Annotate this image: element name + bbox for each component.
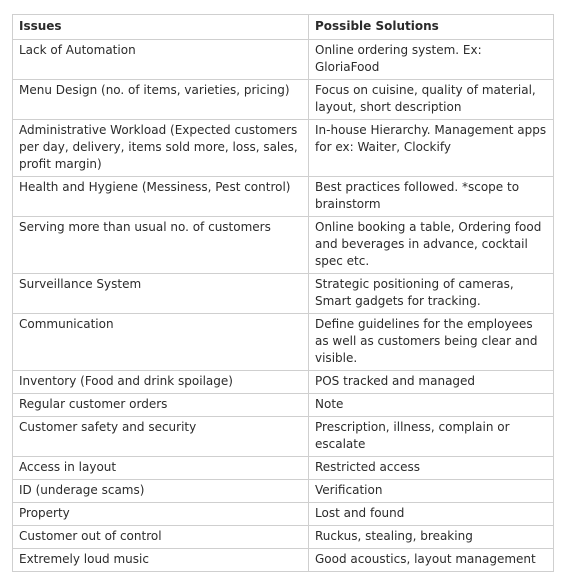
table-row <box>13 503 554 526</box>
issue-cell: ID (underage scams) <box>13 480 309 503</box>
table-row <box>13 371 554 394</box>
table-header-row <box>13 15 554 40</box>
solution-cell: Best practices followed. *scope to brainstorm <box>309 177 554 217</box>
issue-cell: Administrative Workload (Expected customers per day, delivery, items sold more, loss, sales, profit margin) <box>13 120 309 177</box>
solution-cell: In-house Hierarchy. Management apps for ex: Waiter, Clockify <box>309 120 554 177</box>
table-row <box>13 394 554 417</box>
issue-cell: Surveillance System <box>13 274 309 314</box>
issue-cell: Access in layout <box>13 457 309 480</box>
issue-cell: Extremely loud music <box>13 549 309 572</box>
solution-cell: Online ordering system. Ex: GloriaFood <box>309 40 554 80</box>
header-issues: Issues <box>13 15 309 40</box>
solution-cell: Define guidelines for the employees as well as customers being clear and visible. <box>309 314 554 371</box>
table-row <box>13 120 554 177</box>
table-row <box>13 314 554 371</box>
issue-cell: Inventory (Food and drink spoilage) <box>13 371 309 394</box>
solution-cell: Lost and found <box>309 503 554 526</box>
issue-cell: Customer out of control <box>13 526 309 549</box>
solution-cell: POS tracked and managed <box>309 371 554 394</box>
issue-cell: Customer safety and security <box>13 417 309 457</box>
table-row <box>13 274 554 314</box>
issue-cell: Property <box>13 503 309 526</box>
issue-cell: Health and Hygiene (Messiness, Pest control) <box>13 177 309 217</box>
solution-cell: Strategic positioning of cameras, Smart gadgets for tracking. <box>309 274 554 314</box>
issue-cell: Communication <box>13 314 309 371</box>
issue-cell: Regular customer orders <box>13 394 309 417</box>
issue-cell: Lack of Automation <box>13 40 309 80</box>
table-row <box>13 417 554 457</box>
issue-cell: Serving more than usual no. of customers <box>13 217 309 274</box>
table-row <box>13 80 554 120</box>
header-possible-solutions: Possible Solutions <box>309 15 554 40</box>
table-row <box>13 457 554 480</box>
table-row <box>13 480 554 503</box>
solution-cell: Note <box>309 394 554 417</box>
solution-cell: Restricted access <box>309 457 554 480</box>
table-row <box>13 177 554 217</box>
solution-cell: Focus on cuisine, quality of material, layout, short description <box>309 80 554 120</box>
solution-cell: Good acoustics, layout management <box>309 549 554 572</box>
solution-cell: Prescription, illness, complain or escalate <box>309 417 554 457</box>
solution-cell: Online booking a table, Ordering food and beverages in advance, cocktail spec etc. <box>309 217 554 274</box>
table-row <box>13 549 554 572</box>
issue-cell: Menu Design (no. of items, varieties, pricing) <box>13 80 309 120</box>
issues-solutions-table <box>12 14 554 572</box>
solution-cell: Ruckus, stealing, breaking <box>309 526 554 549</box>
table-row <box>13 217 554 274</box>
solution-cell: Verification <box>309 480 554 503</box>
table-row <box>13 526 554 549</box>
table-row <box>13 40 554 80</box>
issues-solutions-table-container <box>12 14 553 572</box>
